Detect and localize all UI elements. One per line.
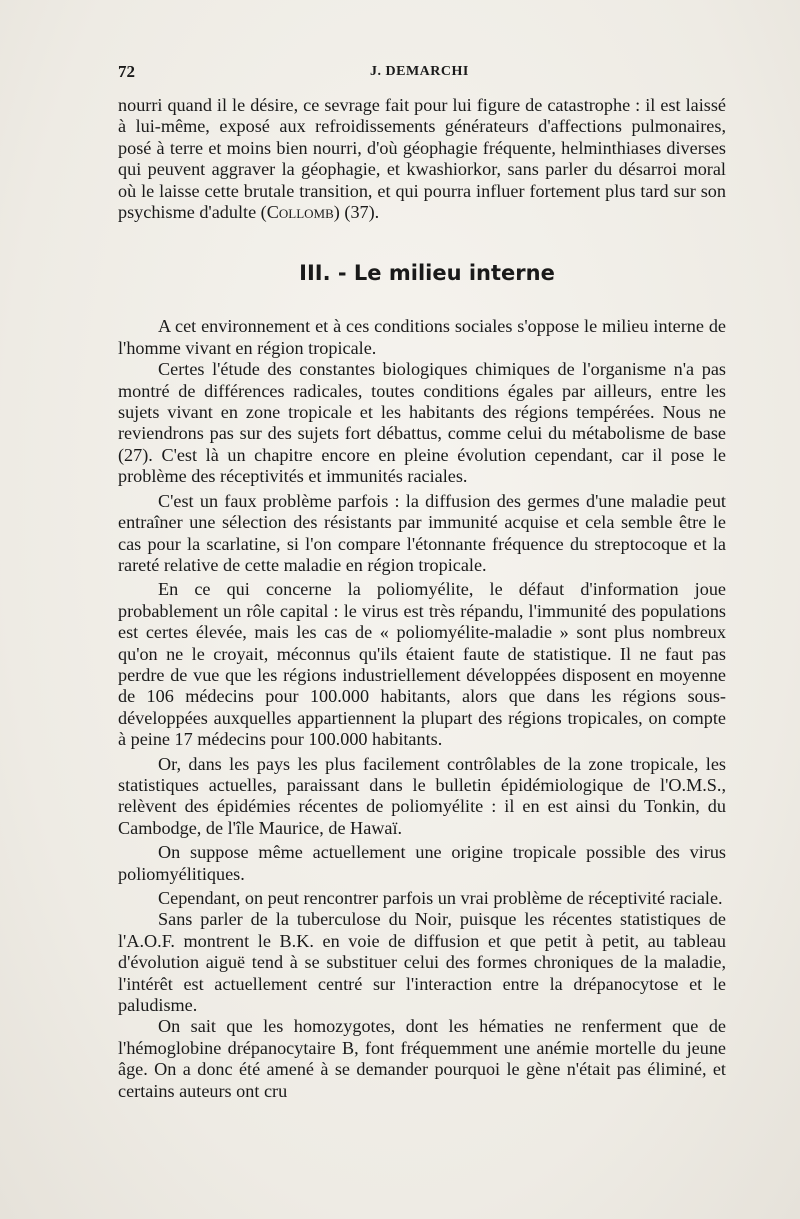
running-head: J. DEMARCHI — [370, 64, 469, 79]
section-heading: III. - Le milieu interne — [299, 261, 555, 286]
paragraph: Or, dans les pays les plus facilement contrôlables de la zone tropicale, les statistiques actuelles, paraissant dans le bulletin épidémiologique de l'O.M.S., relèvent des épidémies récentes de poliomyélite : il en est ainsi du Tonkin, du Cambodge, de l'île Maurice, de Hawaï. — [118, 753, 726, 838]
paragraph: Sans parler de la tuberculose du Noir, puisque les récentes statistiques de l'A.O.F. montrent le B.K. en voie de diffusion et que petit à petit, au tableau d'évolution aiguë tend à se substituer celui des formes chroniques de la maladie, l'intérêt est actuellement centré sur l'interaction entre la drépanocytose et le paludisme. — [118, 909, 726, 1016]
intro-paragraph — [118, 95, 726, 223]
paragraph: On suppose même actuellement une origine tropicale possible des virus poliomyélitiques. — [118, 842, 726, 884]
paragraph: On sait que les homozygotes, dont les hématies ne renferment que de l'hémoglobine drépanocytaire B, font fréquemment une anémie mortelle du jeune âge. On a donc été amené à se demander pourquoi le gène n'était pas éliminé, et certains auteurs ont cru — [118, 1016, 726, 1101]
page-number: 72 — [118, 62, 135, 81]
intro-text: nourri quand il le désire, ce sevrage fait pour lui figure de catastrophe : il est laissé à lui-même, exposé aux refroidissements générateurs d'affections pulmonaires, posé à terre et moins bien nourri, d'où géophagie fréquente, helminthiases diverses qui peuvent aggraver la géophagie, et kwashiorkor, sans parler du désarroi moral où le laisse cette brutale transition, et qui pourra influer fortement plus tard sur son psychisme d'adulte ( — [118, 95, 726, 223]
intro-text-end: ) (37). — [333, 202, 380, 223]
paragraph: Cependant, on peut rencontrer parfois un vrai problème de réceptivité raciale. — [158, 888, 723, 908]
page-header — [118, 62, 724, 86]
paragraph: C'est un faux problème parfois : la diffusion des germes d'une maladie peut entraîner une sélection des résistants par immunité acquise et cela semble être le cas pour la scarlatine, si l'on compare l'étonnante fréquence du streptocoque et la rareté relative de cette maladie en région tropicale. — [118, 490, 726, 575]
paragraph: A cet environnement et à ces conditions sociales s'oppose le milieu interne de l'homme vivant en région tropicale. — [118, 316, 726, 358]
body-text — [118, 95, 726, 1102]
paragraph: En ce qui concerne la poliomyélite, le défaut d'information joue probablement un rôle capital : le virus est très répandu, l'immunité des populations est certes élevée, mais les cas de « poliomyélite-maladie » sont plus nombreux qu'on ne le croyait, méconnus qu'ils étaient faute de statistique. Il ne faut pas perdre de vue que les régions industriellement développées disposent en moyenne de 106 médecins pour 100.000 habitants, alors que dans les régions sous-développées auxquelles appartiennent la plupart des régions tropicales, on compte à peine 17 médecins pour 100.000 habitants. — [118, 579, 726, 750]
author-citation: Collomb — [266, 202, 334, 223]
paragraph: Certes l'étude des constantes biologiques chimiques de l'organisme n'a pas montré de différences radicales, toutes conditions égales par ailleurs, entre les sujets vivant en zone tropicale et les habitants des régions tempérées. Nous ne reviendrons pas sur des sujets fort débattus, comme celui du métabolisme de base (27). C'est là un chapitre encore en pleine évolution cependant, car il pose le problème des réceptivités et immunités raciales. — [118, 359, 726, 487]
